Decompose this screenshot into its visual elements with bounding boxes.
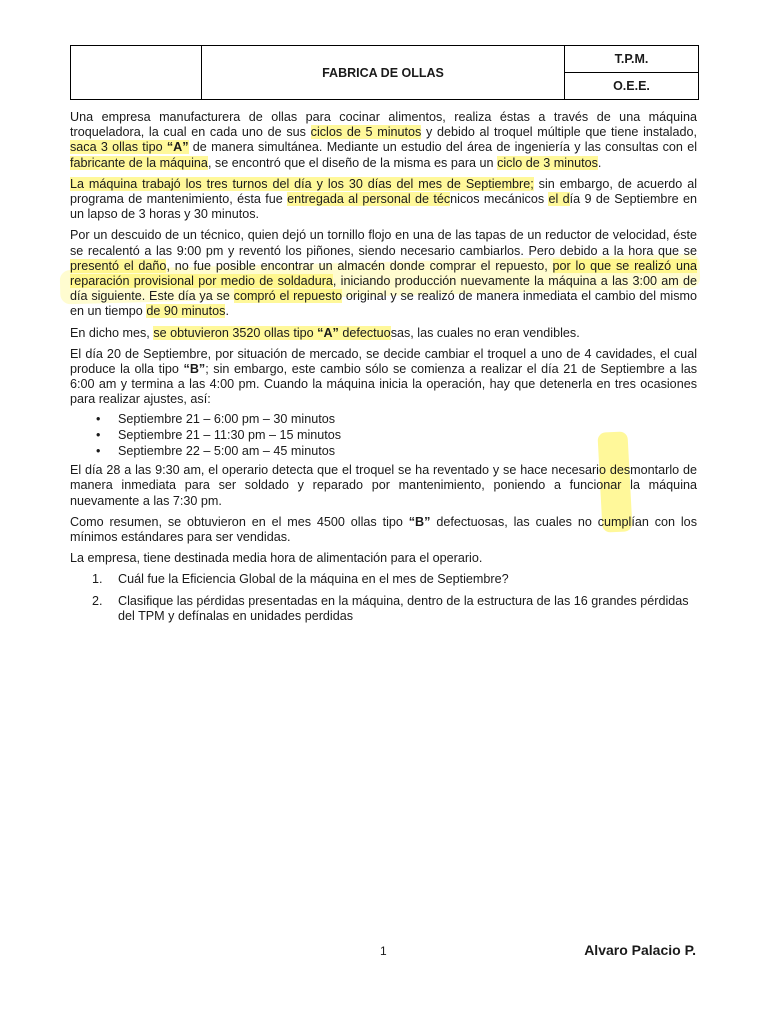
- header-tag-oee: O.E.E.: [565, 73, 699, 100]
- highlight: saca 3 ollas tipo “A”: [70, 140, 189, 155]
- question-list: [70, 572, 697, 624]
- question-number: 2.: [92, 593, 103, 608]
- highlight: compró el repuesto: [233, 289, 343, 304]
- paragraph-shifts: La máquina trabajó los tres turnos del día y los 30 días del mes de Septiembre; sin embargo, de acuerdo al programa de mantenimiento, ésta fue entregada al personal de técnicos mecánicos el día 9 de Septiembre en un lapso de 3 horas y 30 minutos.: [70, 176, 698, 222]
- highlight: ciclos de 5 minutos: [310, 125, 422, 140]
- bullet-icon: •: [96, 427, 101, 442]
- paragraph-defects-b: Como resumen, se obtuvieron en el mes 4500 ollas tipo “B” defectuosas, las cuales no cumplían con los mínimos estándares para ser vendidas.: [70, 514, 697, 545]
- adjustment-list: [70, 412, 697, 460]
- list-item: 1. Cuál fue la Eficiencia Global de la máquina en el mes de Septiembre?: [92, 572, 509, 587]
- highlight: entregada al personal de téc: [287, 192, 451, 207]
- author-name: Alvaro Palacio P.: [584, 942, 696, 958]
- list-item: 2. Clasifique las pérdidas presentadas en la máquina, dentro de la estructura de las 16 grandes pérdidas del TPM y defínalas en unidades perdidas: [92, 593, 689, 623]
- highlight: por lo que se realizó una reparación provisional por medio de soldadura: [70, 258, 697, 289]
- logo-cell: [71, 46, 202, 100]
- header-tag-tpm: T.P.M.: [565, 46, 699, 73]
- document-body: [70, 110, 697, 630]
- highlight: fabricante de la máquina: [70, 155, 208, 170]
- highlight: ciclo de 3 minutos: [497, 155, 598, 170]
- bullet-icon: •: [96, 444, 101, 459]
- paragraph-changeover: El día 20 de Septiembre, por situación de mercado, se decide cambiar el troquel a uno de 4 cavidades, el cual produce la olla tipo “B”; sin embargo, este cambio sólo se comienza a realizar el día 21 de Septiembre a las 6:00 am y termina a las 4:00 pm. Cuando la máquina inicia la operación, hay que detenerla en tres ocasiones para realizar ajustes, así:: [70, 346, 697, 407]
- highlight: presentó el daño: [70, 258, 167, 273]
- bullet-icon: •: [96, 411, 101, 426]
- list-item: • Septiembre 22 – 5:00 am – 45 minutos: [96, 444, 336, 459]
- paragraph-breakdown: Por un descuido de un técnico, quien dejó un tornillo flojo en una de las tapas de un reductor de velocidad, éste se recalentó a las 9:00 pm y reventó los piñones, siendo necesario cambiarlos. Pero debido a la hora que se presentó el daño, no fue posible encontrar un almacén donde comprar el repuesto, por lo que se realizó una reparación provisional por medio de soldadura, iniciando producción nuevamente la máquina a las 3:00 am de día siguiente. Este día ya se compró el repuesto original y se realizó de manera inmediata el cambio del mismo en un tiempo de 90 minutos.: [70, 228, 697, 319]
- highlight: se obtuvieron 3520 ollas tipo “A” defectuo: [153, 325, 391, 340]
- list-item: • Septiembre 21 – 11:30 pm – 15 minutos: [96, 427, 342, 442]
- paragraph-meal-break: La empresa, tiene destinada media hora de alimentación para el operario.: [70, 551, 483, 566]
- header-table: [70, 45, 699, 100]
- paragraph-intro: Una empresa manufacturera de ollas para cocinar alimentos, realiza éstas a través de una máquina troqueladora, la cual en cada uno de sus ciclos de 5 minutos y debido al troquel múltiple que tiene instalado, saca 3 ollas tipo “A” de manera simultánea. Mediante un estudio del área de ingeniería y las consultas con el fabricante de la máquina, se encontró que el diseño de la misma es para un ciclo de 3 minutos.: [70, 110, 697, 170]
- page-number: 1: [380, 944, 387, 958]
- highlight: el d: [548, 192, 570, 207]
- list-item: • Septiembre 21 – 6:00 pm – 30 minutos: [96, 411, 336, 426]
- question-number: 1.: [92, 572, 103, 587]
- paragraph-die-failure: El día 28 a las 9:30 am, el operario detecta que el troquel se ha reventado y se hace necesario desmontarlo de manera inmediata para ser soldado y reparado por mantenimiento, poniendo a funcionar la máquina nuevamente a las 7:30 pm.: [70, 463, 697, 508]
- document-title: FABRICA DE OLLAS: [202, 46, 565, 100]
- highlight: de 90 minutos: [146, 304, 226, 319]
- highlight: La máquina trabajó los tres turnos del día y los 30 días del mes de Septiembre;: [70, 176, 534, 191]
- paragraph-defects-a: En dicho mes, se obtuvieron 3520 ollas tipo “A” defectuosas, las cuales no eran vendibles.: [70, 325, 580, 340]
